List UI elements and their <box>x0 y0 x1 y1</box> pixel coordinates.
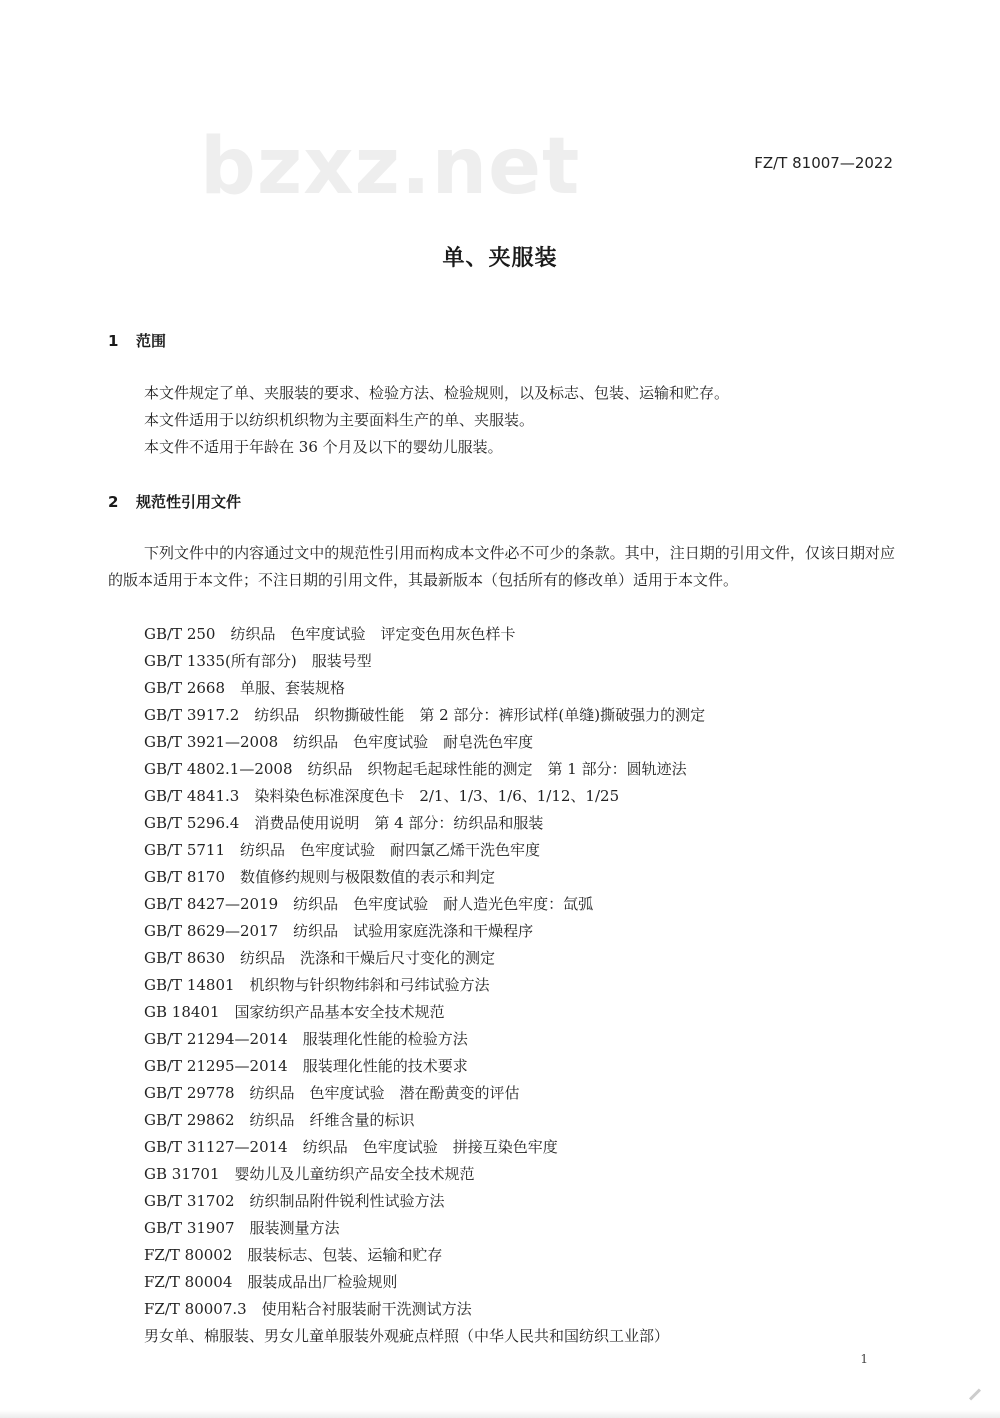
document-title: 单、夹服装 <box>442 246 558 271</box>
reference-item: GB/T 8629—2017 纺织品 试验用家庭洗涤和干燥程序 <box>144 922 534 940</box>
reference-item: GB/T 29778 纺织品 色牢度试验 潜在酚黄变的评估 <box>144 1084 520 1102</box>
reference-item: FZ/T 80002 服装标志、包装、运输和贮存 <box>144 1246 443 1264</box>
standard-code: FZ/T 81007—2022 <box>754 154 893 172</box>
reference-item: GB/T 1335(所有部分) 服装号型 <box>144 652 372 670</box>
reference-item: GB 18401 国家纺织产品基本安全技术规范 <box>144 1003 445 1021</box>
section-1-title: 范围 <box>136 332 167 350</box>
reference-item: GB 31701 婴幼儿及儿童纺织产品安全技术规范 <box>144 1165 475 1183</box>
section-2-intro: 下列文件中的内容通过文中的规范性引用而构成本文件必不可少的条款。其中，注日期的引用文件，仅该日期对应的版本适用于本文件；不注日期的引用文件，其最新版本（包括所有的修改单）适用于本文件。 <box>108 544 895 589</box>
reference-item: GB/T 8170 数值修约规则与极限数值的表示和判定 <box>144 868 496 886</box>
reference-item: GB/T 31702 纺织制品附件锐利性试验方法 <box>144 1192 445 1210</box>
reference-item: FZ/T 80007.3 使用粘合衬服装耐干洗测试方法 <box>144 1300 472 1318</box>
reference-item: GB/T 31907 服装测量方法 <box>144 1219 340 1237</box>
reference-item: GB/T 250 纺织品 色牢度试验 评定变色用灰色样卡 <box>144 625 516 643</box>
reference-item: 男女单、棉服装、男女儿童单服装外观疵点样照（中华人民共和国纺织工业部） <box>144 1327 670 1345</box>
section-1-number: 1 <box>108 332 119 350</box>
section-2-title: 规范性引用文件 <box>136 493 242 511</box>
reference-item: GB/T 8427—2019 纺织品 色牢度试验 耐人造光色牢度：氙弧 <box>144 895 594 913</box>
reference-item: GB/T 4841.3 染料染色标准深度色卡 2/1、1/3、1/6、1/12、1/25 <box>144 787 620 805</box>
watermark: bzxz.net <box>200 122 581 212</box>
reference-item: GB/T 2668 单服、套装规格 <box>144 679 346 697</box>
reference-item: GB/T 3921—2008 纺织品 色牢度试验 耐皂洗色牢度 <box>144 733 534 751</box>
reference-item: GB/T 14801 机织物与针织物纬斜和弓纬试验方法 <box>144 976 490 994</box>
page-corner-mark <box>969 1388 981 1400</box>
reference-item: GB/T 8630 纺织品 洗涤和干燥后尺寸变化的测定 <box>144 949 496 967</box>
reference-item: GB/T 31127—2014 纺织品 色牢度试验 拼接互染色牢度 <box>144 1138 558 1156</box>
section-1-heading <box>108 330 166 351</box>
page-number: 1 <box>860 1352 868 1366</box>
reference-item: GB/T 4802.1—2008 纺织品 织物起毛起球性能的测定 第 1 部分：圆轨迹法 <box>144 760 687 778</box>
scope-line: 本文件不适用于年龄在 36 个月及以下的婴幼儿服装。 <box>144 438 503 456</box>
scope-line: 本文件适用于以纺织机织物为主要面料生产的单、夹服装。 <box>144 411 535 429</box>
reference-item: GB/T 3917.2 纺织品 织物撕破性能 第 2 部分：裤形试样(单缝)撕破强力的测定 <box>144 706 706 724</box>
reference-list <box>144 621 904 1350</box>
section-2-heading <box>108 491 241 512</box>
reference-item: FZ/T 80004 服装成品出厂检验规则 <box>144 1273 398 1291</box>
reference-item: GB/T 29862 纺织品 纤维含量的标识 <box>144 1111 415 1129</box>
reference-item: GB/T 5296.4 消费品使用说明 第 4 部分：纺织品和服装 <box>144 814 544 832</box>
section-2-number: 2 <box>108 493 119 511</box>
reference-item: GB/T 5711 纺织品 色牢度试验 耐四氯乙烯干洗色牢度 <box>144 841 541 859</box>
reference-item: GB/T 21295—2014 服装理化性能的技术要求 <box>144 1057 468 1075</box>
reference-item: GB/T 21294—2014 服装理化性能的检验方法 <box>144 1030 468 1048</box>
section-1-body <box>108 380 895 461</box>
scope-line: 本文件规定了单、夹服装的要求、检验方法、检验规则，以及标志、包装、运输和贮存。 <box>144 384 730 402</box>
page-bottom-edge <box>0 1410 1000 1418</box>
